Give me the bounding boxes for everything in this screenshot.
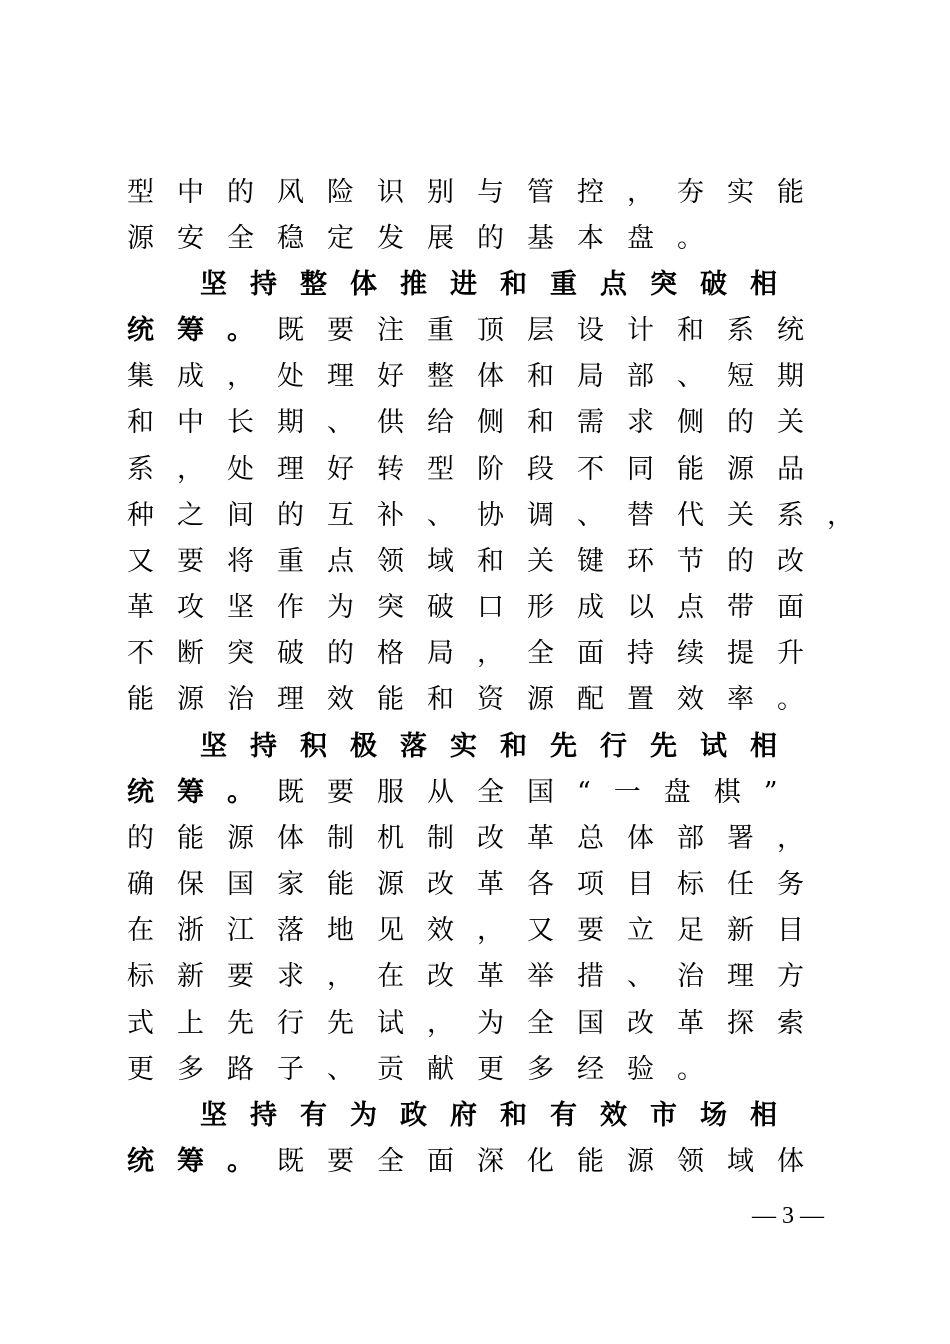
body-line: 集成，处理好整体和局部、短期 — [127, 361, 827, 392]
body-line: 和中长期、供给侧和需求侧的关 — [127, 407, 827, 438]
body-line: 标新要求，在改革举措、治理方 — [127, 961, 827, 992]
body-line: 在浙江落地见效，又要立足新目 — [127, 915, 827, 946]
section-heading: 坚持有为政府和有效市场相 — [200, 1100, 800, 1131]
section-heading: 坚持积极落实和先行先试相 — [200, 731, 800, 762]
page-number: — 3 — — [752, 1203, 824, 1229]
body-line: 式上先行先试，为全国改革探索 — [127, 1008, 827, 1039]
body-line: 确保国家能源改革各项目标任务 — [127, 869, 827, 900]
section-heading: 坚持整体推进和重点突破相 — [200, 269, 800, 300]
body-line: 种之间的互补、协调、替代关系， — [127, 500, 877, 531]
body-line: 系，处理好转型阶段不同能源品 — [127, 454, 827, 485]
body-line: 统筹。既要全面深化能源领域体 — [127, 1146, 827, 1177]
body-line: 更多路子、贡献更多经验。 — [127, 1054, 727, 1085]
body-line: 能源治理效能和资源配置效率。 — [127, 684, 827, 715]
body-line: 的能源体制机制改革总体部署， — [127, 823, 827, 854]
body-line: 统筹。既要注重顶层设计和系统 — [127, 315, 827, 346]
body-line: 革攻坚作为突破口形成以点带面 — [127, 592, 827, 623]
body-line: 不断突破的格局，全面持续提升 — [127, 638, 827, 669]
body-line: 统筹。既要服从全国“一盘棋” — [127, 777, 801, 808]
body-line: 又要将重点领域和关键环节的改 — [127, 546, 827, 577]
body-line: 型中的风险识别与管控，夯实能 — [127, 177, 827, 208]
body-line: 源安全稳定发展的基本盘。 — [127, 223, 727, 254]
